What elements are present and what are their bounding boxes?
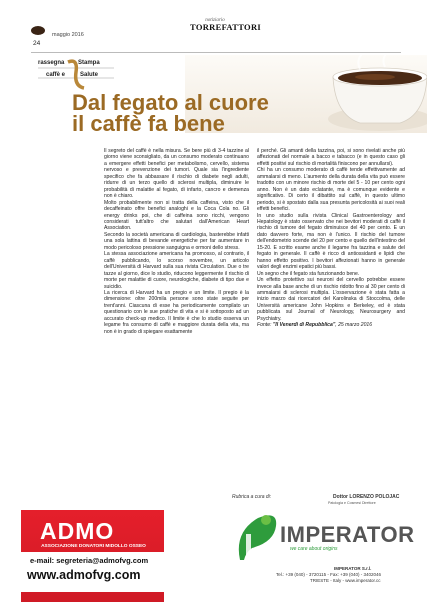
admo-website-link[interactable]: www.admofvg.com	[27, 568, 141, 582]
imperator-company: IMPERATOR S.r.l.	[334, 566, 372, 571]
paragraph: Molto probabilmente non si tratta della caffeina, visto che il decaffeinato offre benefici analoghi e la Coca Cola no. Gli energy drinks poi, che di caffeina sono ricchi, vengono considerati tutt'altro che salutari dall'American Heart Association.	[104, 199, 249, 232]
rubric-word-caffe: caffè e	[46, 72, 66, 78]
imperator-address: TRIESTE - Italy - www.imperator.cc	[310, 578, 381, 583]
doctor-role: Patologia e Cosmesi Direttore	[328, 501, 376, 505]
masthead	[190, 18, 261, 32]
paragraph: In uno studio sulla rivista Clinical Gastroenterology and Hepatology è stato osservato che nei bevitori moderati di caffè il rischio di tumore del fegato diminuisce del 40 per cento. E un dato davvero forte, ma non è l'unico. Il rischio del tumore dell'endometrio scende del 20 per cento e quello dell'intestino del 15-20. E scritto esame anche il legame fra tazzina e salute del fegato in generale. Il caffè è ricco di antiossidanti e lipidi che hanno effetto positivo. I bevitori affezionati hanno in generale valori degli enzimi epatici più bassi.	[257, 212, 405, 271]
source-date: , 25 marzo 2016	[335, 322, 373, 329]
masthead-name: TORREFATTORI	[190, 22, 261, 32]
article-headline	[72, 92, 312, 134]
paragraph: La ricerca di Harvard ha un pregio e un limite. Il pregio è la dimensione: oltre 200mila persone sono state seguite per trent'anni. Ciascuna di esse ha periodicamente compilato un questionario con le sue pratiche di vita e si è sottoposto ad un accurato check-up medico. Il limite è che lo studio osserva un legame fra consumo di caffè e maggiore durata della vita, ma non è in grado di spiegare esattamente	[104, 289, 249, 335]
doctor-name: Dottor LORENZO POLOJAC	[333, 494, 400, 500]
paragraph: Secondo la società americana di cardiologia, basterebbe infatti una sola lattina di bevande energetiche per far aumentare in modo pericoloso pressione sanguigna e ormoni dello stress.	[104, 231, 249, 251]
paragraph: La stessa associazione americana ha promosso, al contrario, il caffè pubblicando, lo scorso novembre, un articolo dell'Università di Harvard sulla sua rivista Circulation. Due o tre tazze al giorno, dice lo studio, riducono leggermente il rischio di morte per malattie di cuore, neurologiche, diabete di tipo due e suicidio.	[104, 251, 249, 290]
admo-association-name: ASSOCIAZIONE DONATORI MIDOLLO OSSEO	[41, 544, 146, 549]
source-label: Fonte:	[257, 322, 272, 329]
rubric-word-salute: Salute	[80, 72, 99, 78]
paragraph: Un effetto protettivo sui neuroni del cervello potrebbe essere invece alla base anche di un rischio ridotto fino al 30 per cento di ammalarsi di sclerosi multipla. L'osservazione è stata fatta a inizio marzo dai ricercatori del Karolinska di Stoccolma, delle Università americane John Hopkins e Berkeley, ed è stata pubblicata sul Journal of Neurology, Neurosurgery and Psychiatry.	[257, 277, 405, 322]
paragraph: Il segreto del caffè è nella misura. Se bere più di 3-4 tazzine al giorno viene sconsigliato, da un consumo moderato continuano a emergere effetti benefici per metabolismo, cervello, sistema nervoso e prevenzione dei tumori. Quale sia l'ingrediente specifico che fa abbassare il rischio di diabete negli adulti, ridurre di un terzo quello di sclerosi multipla, diminuire le probabilità di malattie al fegato, di infarto, cancro e demenza non è chiaro.	[104, 148, 249, 200]
page-number: 24	[33, 40, 41, 47]
paragraph: il perché. Gli amanti della tazzina, poi, si sono rivelati anche più affezionati del normale a bacco e tabacco (e in questo caso gli effetti positivi sul rischio di mortalità finiscono per annullarsi).	[257, 148, 405, 167]
rubric-logo	[38, 58, 114, 94]
issue-date: maggio 2016	[52, 32, 84, 38]
imperator-logo-icon	[232, 512, 280, 564]
article-source	[257, 322, 405, 328]
headline-line-1: Dal fegato al cuore	[72, 90, 269, 115]
paragraph: Chi ha un consumo moderato di caffè tende effettivamente ad ammalarsi di meno. L'aumento della durata della vita può essere tradotto con un minore rischio di morte del 5 - 10 per cento ogni anno. Non è un dato eclatante, ma è comunque evidente e significativo. Di certo il dibattito sul caffè, in questo ultimo periodo, si è spostato dalla sua presunta pericolosità ai suoi reali effetti benefici.	[257, 167, 405, 213]
admo-logo-text: ADMO	[40, 518, 115, 544]
source-name: "Il Venerdì di Repubblica"	[272, 322, 336, 329]
imperator-brand: IMPERATOR	[280, 522, 415, 547]
rubric-word-stampa: Stampa	[78, 60, 100, 66]
masthead-top: notiziario	[205, 18, 225, 23]
header-divider	[31, 52, 401, 53]
coffee-bean-logo	[31, 26, 45, 35]
imperator-phone: Tel.: +39 (040) - 3720115 - Fax: +39 (040) - 3402046	[276, 572, 381, 577]
paragraph: Un segno che il fegato sta funzionando bene.	[257, 270, 360, 277]
article-column-1	[104, 148, 249, 335]
rubrica-label: Rubrica a cura di:	[232, 494, 272, 500]
admo-email[interactable]: e-mail: segreteria@admofvg.com	[30, 556, 149, 565]
rubric-word-rassegna: rassegna	[38, 60, 65, 66]
headline-line-2: il caffè fa bene	[72, 111, 225, 136]
article-column-2	[257, 148, 405, 329]
imperator-tagline: we care about origins	[290, 546, 338, 552]
